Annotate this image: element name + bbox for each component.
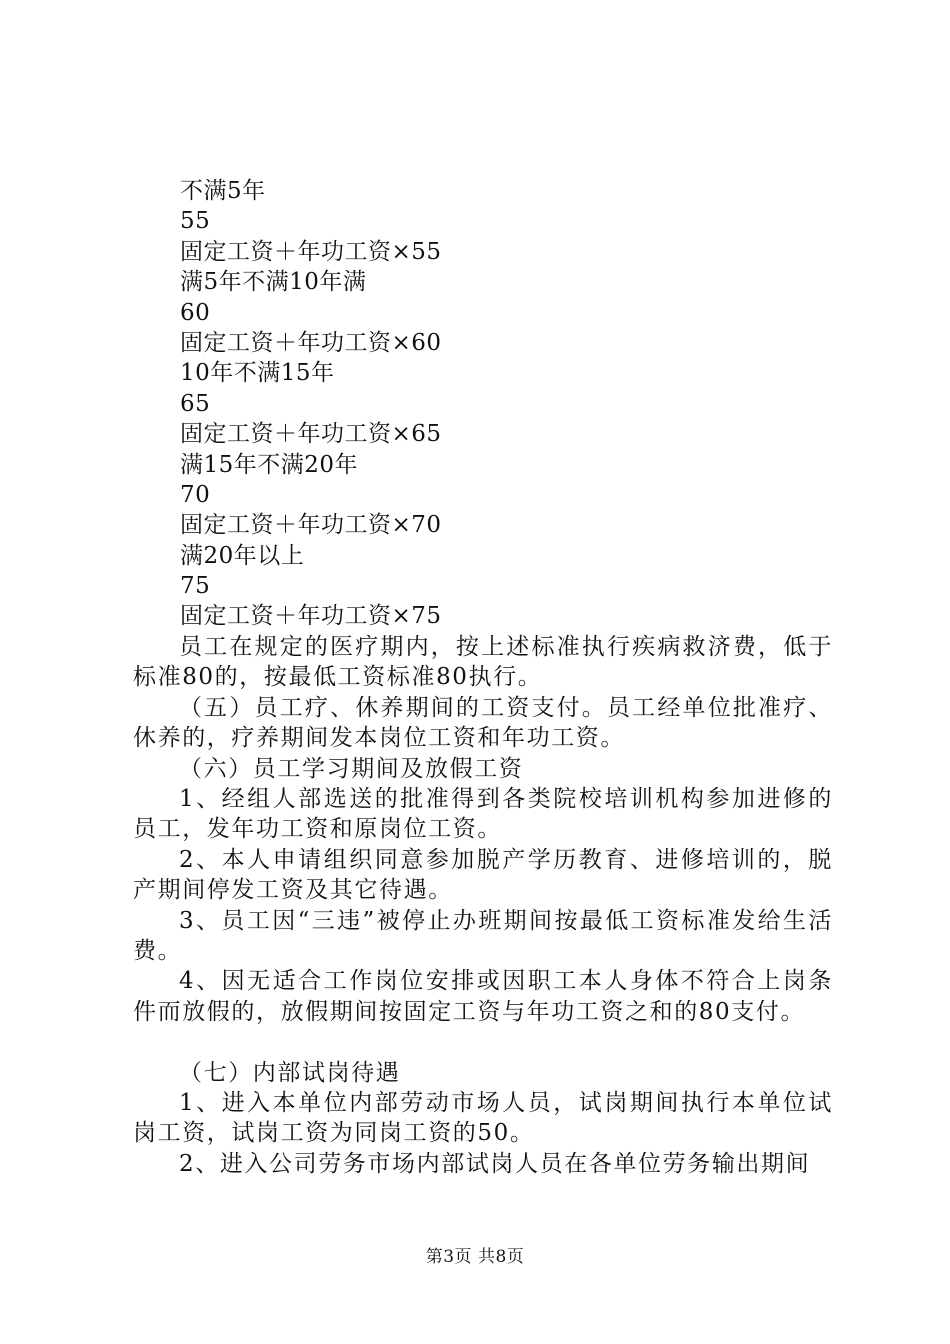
paragraph-item-4: 4、因无适合工作岗位安排或因职工本人身体不符合上岗条件而放假的，放假期间按固定工资与年功工资之和的80支付。 — [133, 968, 833, 1025]
table-line: 固定工资＋年功工资×60 — [180, 329, 442, 356]
heading-section-seven: （七）内部试岗待遇 — [179, 1059, 401, 1086]
table-line: 固定工资＋年功工资×55 — [180, 238, 442, 265]
table-line: 固定工资＋年功工资×75 — [180, 603, 442, 630]
table-line: 满20年以上 — [180, 542, 305, 569]
paragraph-trial-item-2: 2、进入公司劳务市场内部试岗人员在各单位劳务输出期间 — [179, 1150, 811, 1177]
heading-section-six: （六）员工学习期间及放假工资 — [179, 755, 524, 782]
table-line: 固定工资＋年功工资×70 — [180, 512, 442, 539]
page-footer: 第3页 共8页 — [425, 1247, 525, 1267]
table-line: 70 — [180, 481, 211, 508]
paragraph-section-five: （五）员工疗、休养期间的工资支付。员工经单位批准疗、休养的，疗养期间发本岗位工资和年功工资。 — [133, 694, 833, 752]
paragraph-trial-item-1: 1、进入本单位内部劳动市场人员，试岗期间执行本单位试岗工资，试岗工资为同岗工资的50。 — [133, 1090, 833, 1147]
table-line: 75 — [180, 573, 211, 600]
table-line: 55 — [180, 208, 211, 235]
blank-line — [133, 1027, 833, 1057]
table-line: 10年不满15年 — [180, 360, 335, 387]
wage-table-lines — [180, 176, 880, 632]
paragraph-item-3: 3、员工因“三违”被停止办班期间按最低工资标准发给生活费。 — [133, 907, 833, 965]
table-line: 满5年不满10年满 — [180, 269, 367, 296]
table-line: 60 — [180, 299, 211, 326]
table-line: 不满5年 — [180, 178, 266, 204]
table-line: 固定工资＋年功工资×65 — [180, 421, 442, 448]
body-text — [133, 632, 833, 1179]
paragraph-item-1: 1、经组人部选送的批准得到各类院校培训机构参加进修的员工，发年功工资和原岗位工资。 — [133, 786, 833, 843]
paragraph-item-2: 2、本人申请组织同意参加脱产学历教育、进修培训的，脱产期间停发工资及其它待遇。 — [133, 846, 833, 904]
paragraph-medical-period: 员工在规定的医疗期内，按上述标准执行疾病救济费，低于标准80的，按最低工资标准80执行。 — [133, 634, 833, 691]
table-line: 满15年不满20年 — [180, 451, 359, 478]
table-line: 65 — [180, 390, 211, 417]
